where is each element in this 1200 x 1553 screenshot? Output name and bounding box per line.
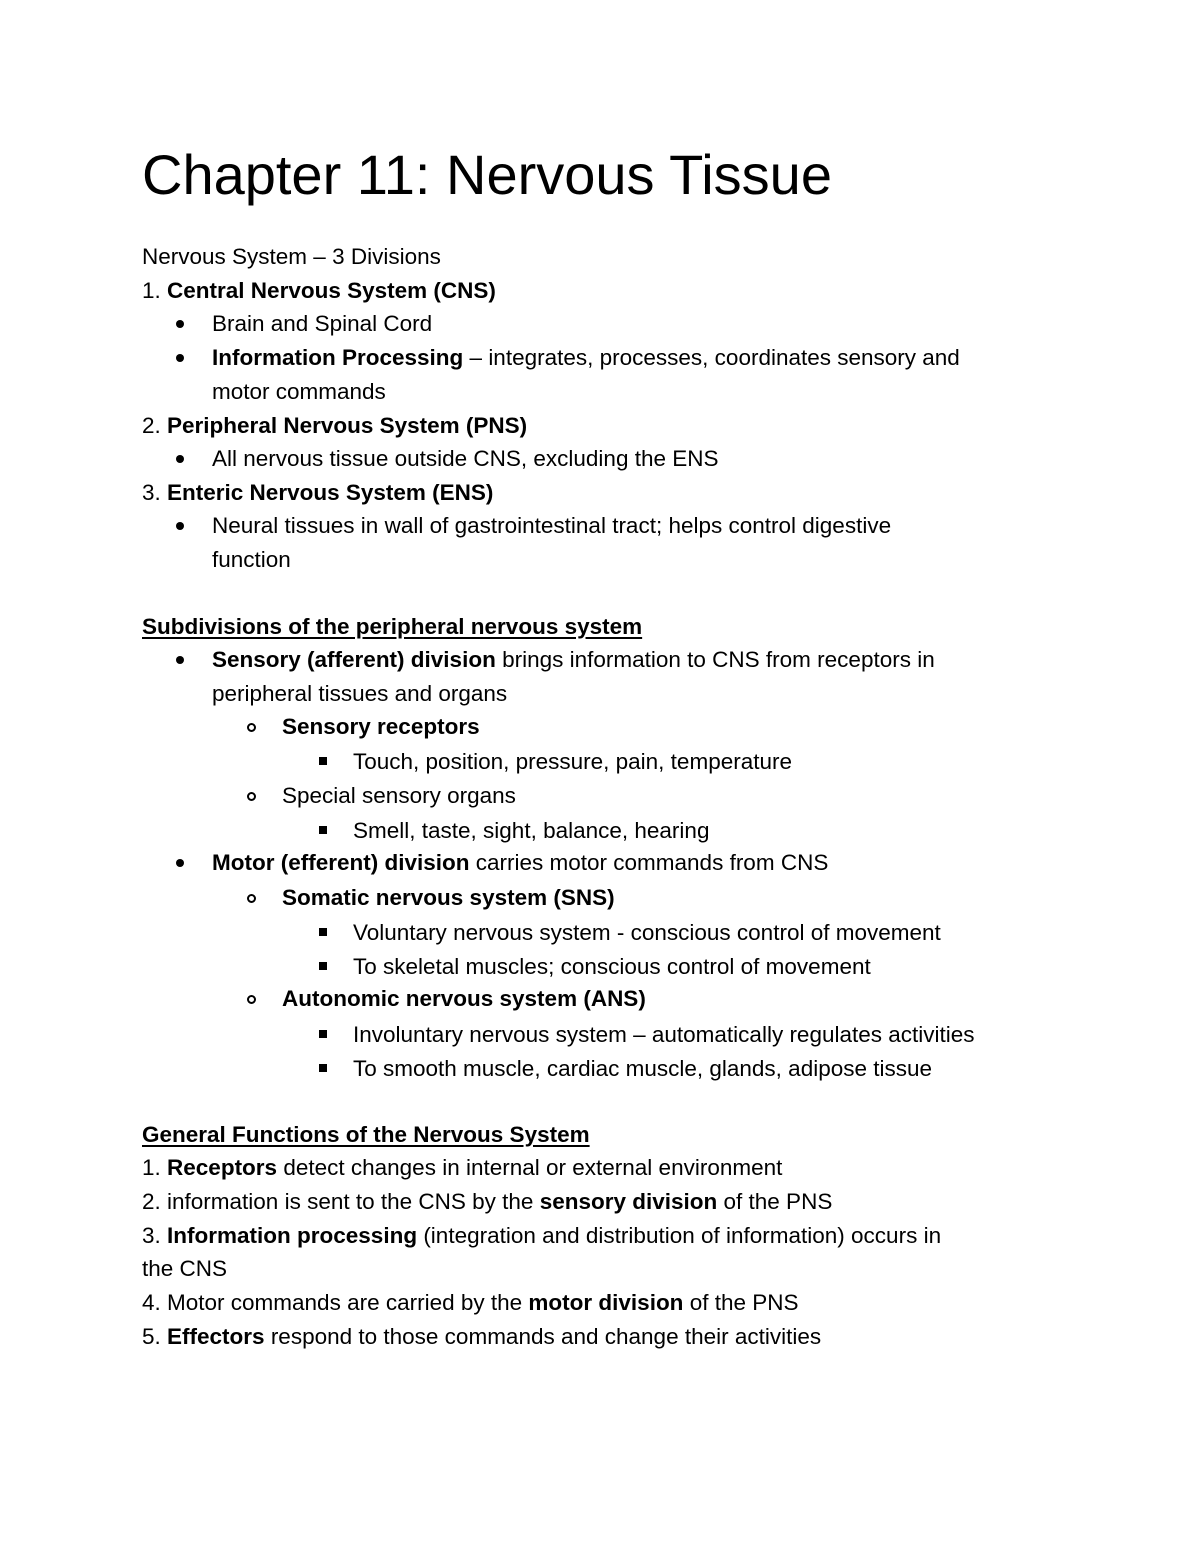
function-1-text: detect changes in internal or external environment (277, 1155, 783, 1180)
bullet-square-icon (319, 962, 327, 970)
bullet-square-icon (319, 826, 327, 834)
sensory-division-label: Sensory (afferent) division (212, 647, 496, 672)
autonomic-nervous-system: Autonomic nervous system (ANS) (282, 986, 646, 1011)
function-3 (142, 1221, 941, 1251)
motor-division (212, 848, 828, 878)
special-sensory-organs: Special sensory organs (282, 783, 516, 808)
function-2 (142, 1187, 832, 1217)
function-3-continued: the CNS (142, 1256, 228, 1281)
info-processing-label: Information Processing (212, 345, 464, 370)
sensory-division (212, 645, 935, 675)
cns-bullet-2-continued: motor commands (212, 379, 386, 404)
special-sensory-organs-item: Smell, taste, sight, balance, hearing (353, 818, 710, 843)
bullet-square-icon (319, 1064, 327, 1072)
motor-division-label: Motor (efferent) division (212, 850, 470, 875)
bullet-square-icon (319, 1030, 327, 1038)
function-3-number: 3. (142, 1223, 168, 1248)
function-3-text: (integration and distribution of information) occurs in (417, 1223, 942, 1248)
bullet-square-icon (319, 757, 327, 765)
ans-item-1: Involuntary nervous system – automatically regulates activities (353, 1022, 975, 1047)
bullet-dot-icon (176, 859, 184, 867)
function-4-post: of the PNS (683, 1290, 799, 1315)
function-2-bold: sensory division (539, 1189, 718, 1214)
sensory-receptors: Sensory receptors (282, 714, 480, 739)
function-4-bold: motor division (528, 1290, 684, 1315)
ens-item (142, 478, 493, 508)
cns-label: Central Nervous System (CNS) (167, 278, 496, 303)
functions-heading: General Functions of the Nervous System (142, 1122, 590, 1147)
cns-bullet-1: Brain and Spinal Cord (212, 311, 433, 336)
cns-item (142, 276, 496, 306)
bullet-dot-icon (176, 455, 184, 463)
function-2-pre: 2. information is sent to the CNS by the (142, 1189, 540, 1214)
function-3-bold: Information processing (167, 1223, 418, 1248)
bullet-circle-icon (247, 894, 256, 903)
bullet-square-icon (319, 928, 327, 936)
function-5 (142, 1322, 821, 1352)
function-1 (142, 1153, 782, 1183)
function-5-number: 5. (142, 1324, 168, 1349)
function-4-pre: 4. Motor commands are carried by the (142, 1290, 529, 1315)
function-5-text: respond to those commands and change their activities (264, 1324, 822, 1349)
sns-item-2: To skeletal muscles; conscious control of movement (353, 954, 871, 979)
ens-bullet-1: Neural tissues in wall of gastrointestinal tract; helps control digestive (212, 513, 892, 538)
divisions-heading: Nervous System – 3 Divisions (142, 244, 441, 269)
sensory-division-continued: peripheral tissues and organs (212, 681, 508, 706)
bullet-dot-icon (176, 320, 184, 328)
function-2-post: of the PNS (717, 1189, 833, 1214)
function-1-bold: Receptors (167, 1155, 278, 1180)
cns-bullet-2 (212, 343, 960, 373)
pns-item (142, 411, 527, 441)
bullet-dot-icon (176, 354, 184, 362)
bullet-circle-icon (247, 792, 256, 801)
pns-bullet-1: All nervous tissue outside CNS, excluding the ENS (212, 446, 719, 471)
function-5-bold: Effectors (167, 1324, 265, 1349)
bullet-dot-icon (176, 522, 184, 530)
ans-item-2: To smooth muscle, cardiac muscle, glands, adipose tissue (353, 1056, 933, 1081)
function-4 (142, 1288, 799, 1318)
subdivisions-heading: Subdivisions of the peripheral nervous system (142, 614, 643, 639)
function-1-number: 1. (142, 1155, 168, 1180)
sensory-receptors-item: Touch, position, pressure, pain, temperature (353, 749, 792, 774)
motor-division-text: carries motor commands from CNS (469, 850, 829, 875)
pns-label: Peripheral Nervous System (PNS) (167, 413, 528, 438)
page-title: Chapter 11: Nervous Tissue (142, 143, 832, 206)
bullet-circle-icon (247, 995, 256, 1004)
ens-number: 3. (142, 480, 161, 505)
ens-bullet-1-continued: function (212, 547, 291, 572)
ens-label: Enteric Nervous System (ENS) (167, 480, 494, 505)
bullet-dot-icon (176, 656, 184, 664)
sns-item-1: Voluntary nervous system - conscious control of movement (353, 920, 941, 945)
somatic-nervous-system: Somatic nervous system (SNS) (282, 885, 615, 910)
info-processing-text: – integrates, processes, coordinates sensory and (463, 345, 960, 370)
bullet-circle-icon (247, 723, 256, 732)
cns-number: 1. (142, 278, 161, 303)
sensory-division-text: brings information to CNS from receptors in (495, 647, 935, 672)
pns-number: 2. (142, 413, 161, 438)
